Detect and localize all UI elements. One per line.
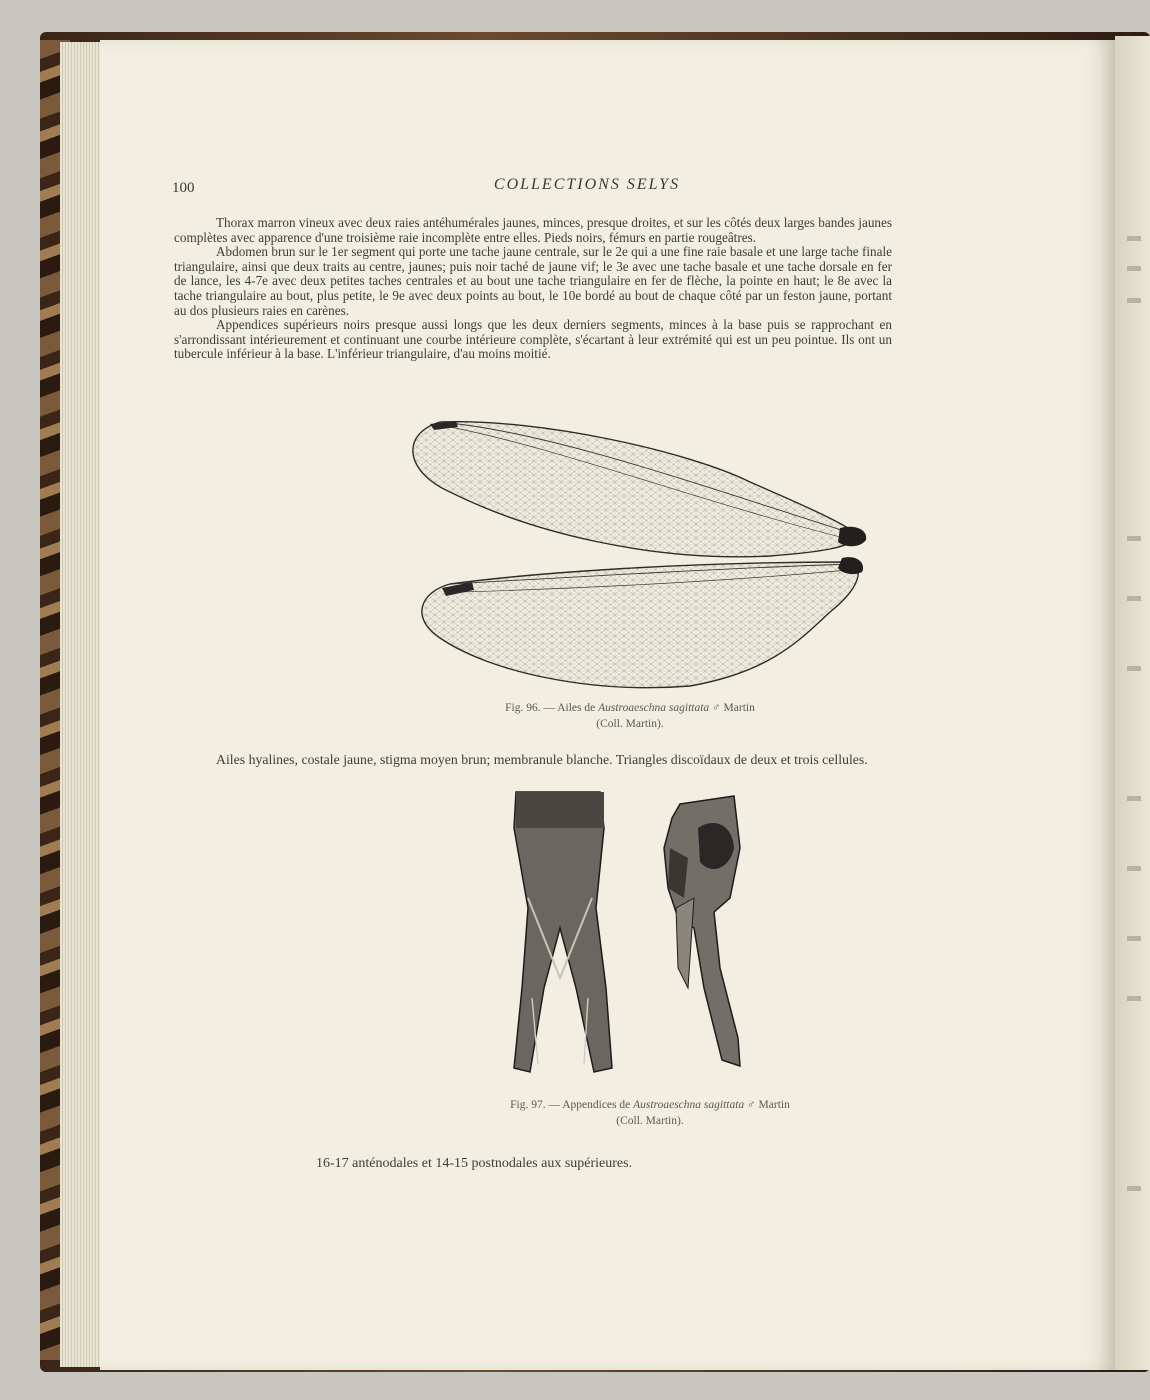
figure-97-label: Fig. 97. [510, 1099, 546, 1111]
wings-description [174, 752, 894, 767]
page-number: 100 [172, 180, 195, 196]
paragraph-abdomen: Abdomen brun sur le 1er segment qui porte une tache jaune centrale, sur le 2e qui a une fine raie basale et une large tache finale triangulaire, ainsi que deux traits au centre, jaunes; puis noir taché de jaune vif; le 3e avec une tache basale et une tache dorsale en fer de lance, les 4-7e avec deux petites taches centrales et au bout une tache triangulaire en fer de flèche, la pointe en haut; le 8e avec la tache triangulaire au bout, plus petite, le 9e avec deux points au bout, le 10e bordé au bout de chaque côté par un feston jaune, portant au dos plusieurs raies en carènes. [174, 244, 892, 318]
figure-96-caption-prefix: — Ailes de [543, 702, 596, 714]
figure-97-appendages-illustration [508, 788, 778, 1088]
facing-page-edge [1115, 36, 1150, 1370]
running-title: COLLECTIONS SELYS [493, 176, 681, 193]
description-text [174, 216, 892, 362]
page-header [172, 176, 1002, 200]
figure-97-author: Martin [758, 1099, 790, 1111]
figure-96-caption [380, 700, 880, 732]
paragraph-wings: Ailes hyalines, costale jaune, stigma moyen brun; membranule blanche. Triangles discoïdaux de deux et trois cellules. [216, 752, 868, 767]
figure-96-label: Fig. 96. [505, 702, 541, 714]
figure-97-caption [400, 1097, 900, 1129]
forewing [413, 422, 860, 557]
closing-line: 16-17 anténodales et 14-15 postnodales aux supérieures. [316, 1156, 633, 1171]
appendage-dorsal-view [514, 792, 612, 1072]
hindwing [422, 562, 858, 688]
figure-97-sex-symbol: ♂ [747, 1099, 756, 1111]
figure-96-sex-symbol: ♂ [712, 702, 721, 714]
figure-96-collection: (Coll. Martin). [596, 718, 664, 730]
paragraph-thorax: Thorax marron vineux avec deux raies antéhumérales jaunes, minces, presque droites, et sur les côtés deux larges bandes jaunes complètes avec apparence d'une troisième raie incomplète entre elles. Pieds noirs, fémurs en partie rougeâtres. [174, 215, 892, 245]
figure-96-wings-illustration [390, 412, 880, 698]
figure-96-species: Austroaeschna sagittata [598, 702, 710, 714]
figure-97-collection: (Coll. Martin). [616, 1115, 684, 1127]
paragraph-appendices: Appendices supérieurs noirs presque aussi longs que les deux derniers segments, minces à la base puis se rapprochant en s'arrondissant intérieurement et continuant une courbe intérieure complète, s'écartant à leur extrémité qui est un peu pointue. Ils ont un tubercule inférieur à la base. L'inférieur triangulaire, d'au moins moitié. [174, 317, 892, 362]
figure-97-caption-prefix: — Appendices de [548, 1099, 631, 1111]
figure-97-species: Austroaeschna sagittata [633, 1099, 745, 1111]
figure-96-author: Martin [723, 702, 755, 714]
